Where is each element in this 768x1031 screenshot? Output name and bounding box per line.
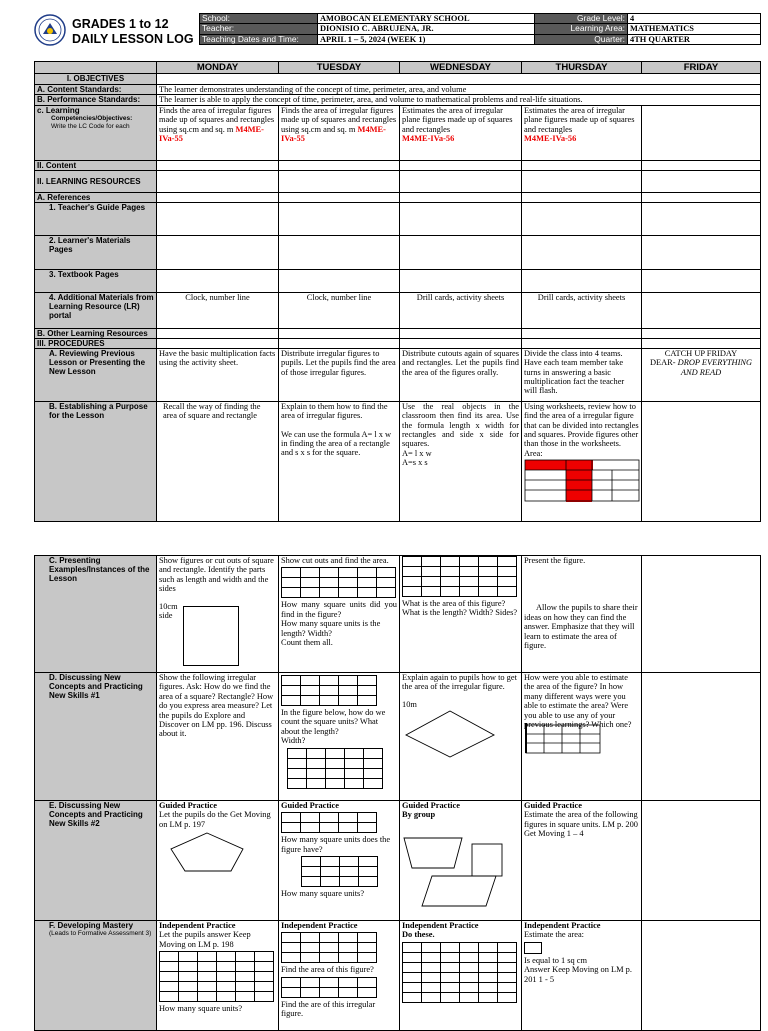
review-label: A. Reviewing Previous Lesson or Presenting the New Lesson	[35, 348, 157, 401]
additional-label: 4. Additional Materials from Learning Resource (LR) portal	[35, 292, 157, 328]
teacher-label: Teacher:	[200, 24, 318, 34]
header-info-table	[199, 13, 761, 45]
review-thursday: Divide the class into 4 teams. Have each team member take turns in answering a basic multiplication fact the teacher will flash.	[522, 348, 642, 401]
area-label: Learning Area:	[535, 24, 628, 34]
mastery-label: F. Developing Mastery	[49, 921, 134, 930]
materials-wednesday: Drill cards, activity sheets	[400, 292, 522, 328]
friday-drop: DROP EVERYTHING AND READ	[677, 358, 753, 377]
purpose-label: B. Establishing a Purpose for the Lesson	[35, 401, 157, 521]
pentagon-figure	[159, 829, 255, 875]
presenting-tue-text-2: How many square units did you find in the figure?	[281, 600, 397, 619]
resources-label: II. LEARNING RESOURCES	[35, 170, 157, 192]
references-label: A. References	[35, 192, 157, 202]
discussing1-tue-text-2: Width?	[281, 736, 306, 746]
red-area-figure	[524, 458, 640, 502]
friday-dear-label: DEAR-	[649, 358, 676, 368]
discussing2-monday	[157, 801, 279, 921]
discussing2-tue-grid-2	[301, 856, 378, 887]
deped-seal	[34, 14, 66, 46]
school-label: School:	[200, 14, 318, 24]
presenting-friday	[642, 556, 761, 673]
objectives-empty	[157, 74, 761, 85]
discussing2-tue-heading: Guided Practice	[281, 801, 339, 810]
presenting-wed-grid	[402, 556, 517, 597]
mastery-thu-text-3: Answer Keep Moving on LM p. 201 1 - 5	[524, 965, 632, 984]
purpose-mon-text: Recall the way of finding the area of square and rectangle	[163, 401, 261, 421]
mastery-thursday	[522, 921, 642, 1031]
discussing2-thursday	[522, 801, 642, 921]
purpose-thursday	[522, 401, 642, 521]
discussing2-wednesday	[400, 801, 522, 921]
mastery-wed-grid	[402, 942, 517, 1003]
discussing2-label: E. Discussing New Concepts and Practicing New Skills #2	[35, 801, 157, 921]
competency-wednesday	[400, 105, 522, 160]
materials-monday: Clock, number line	[157, 292, 279, 328]
header-title	[72, 17, 197, 46]
perf-std-value: The learner is able to apply the concept of time, perimeter, area, and volume to mathematical problems and real-life situations.	[157, 95, 761, 105]
mastery-mon-grid	[159, 951, 274, 1002]
purpose-wed-text-1: Use the real objects in the classroom then find its area. Use the formula length x width for rectangles and side x side for squares.	[402, 401, 519, 449]
mastery-monday	[157, 921, 279, 1031]
mastery-tue-text-2: Find the are of this irregular figure.	[281, 999, 376, 1019]
learning-label: c. Learning	[37, 105, 80, 115]
mastery-thu-text-1: Estimate the area:	[524, 930, 584, 940]
presenting-thu-text-2: Allow the pupils to share their ideas on how they can find the answer. Emphasize that they will learn to estimate the area of figure.	[524, 603, 638, 651]
tg-label: 1. Teacher's Guide Pages	[35, 202, 157, 235]
presenting-tuesday	[279, 556, 400, 673]
procedures-label: III. PROCEDURES	[35, 338, 157, 348]
presenting-wed-text-1: What is the area of this figure?	[402, 599, 506, 608]
quarter-value: 4TH QUARTER	[628, 34, 761, 44]
discussing2-thu-heading: Guided Practice	[524, 801, 582, 810]
day-thursday: THURSDAY	[522, 62, 642, 74]
discussing1-monday: Show the following irregular figures. Ask: How do we find the area of a square? Rectangle? How do you express area measure? Let the pupils do Explore and Discover on LM pp. 196. Discuss about it.	[157, 673, 279, 801]
competency-tue-text: Finds the area of irregular figures made up of squares and rectangles using sq.cm and sq. m	[281, 105, 397, 134]
content-std-label: A. Content Standards:	[35, 85, 157, 95]
lm-label: 2. Learner's Materials Pages	[35, 235, 157, 269]
presenting-wednesday	[400, 556, 522, 673]
mastery-mon-heading: Independent Practice	[159, 921, 236, 930]
mastery-sub-label: (Leads to Formative Assessment 3)	[49, 930, 152, 937]
mastery-mon-text-2: How many square units?	[159, 1004, 243, 1014]
group-shapes-figure	[402, 820, 516, 910]
area-value: MATHEMATICS	[628, 24, 761, 34]
discussing1-thu-text: How were you able to estimate the area of the figure? In how many different ways were you able to estimate the area? Were you able to use any of your previous learnings? Which one?	[524, 673, 632, 730]
discussing1-tue-grid-2	[287, 748, 383, 789]
competency-thu-code: M4ME-IVa-56	[524, 134, 577, 144]
purpose-thu-text-2: Area:	[524, 448, 543, 458]
discussing1-tuesday	[279, 673, 400, 801]
discussing1-friday	[642, 673, 761, 801]
presenting-mon-10cm: 10cm	[159, 601, 178, 611]
discussing2-wed-heading: Guided Practice	[402, 801, 460, 810]
day-wednesday: WEDNESDAY	[400, 62, 522, 74]
learning-label-cell	[35, 105, 157, 160]
discussing1-wed-10m: 10m	[402, 699, 417, 709]
dates-value: APRIL 1 – 5, 2024 (WEEK 1)	[318, 34, 535, 44]
mastery-friday	[642, 921, 761, 1031]
discussing1-wed-text-1: Explain again to pupils how to get the area of the irregular figure.	[402, 673, 517, 692]
teacher-value: DIONISIO C. ABRUJENA, JR.	[318, 24, 535, 34]
presenting-wed-text-2: What is the length? Width? Sides?	[402, 608, 518, 618]
content-label: II. Content	[35, 160, 157, 170]
presenting-tue-text-4: Count them all.	[281, 638, 333, 648]
competency-mon-code: M4ME-IVa-55	[159, 124, 264, 144]
lesson-log-table-2	[34, 555, 761, 1031]
competency-wed-text: Estimates the area of irregular plane figures made up of squares and rectangles	[402, 105, 513, 134]
presenting-mon-side: side	[159, 611, 173, 621]
competency-mon-text: Finds the area of irregular figures made up of squares and rectangles using sq.cm and sq. m	[159, 105, 275, 134]
title-line-2: DAILY LESSON LOG	[72, 31, 194, 46]
mastery-tue-grid-1	[281, 932, 377, 963]
presenting-mon-text-1: Show figures or cut outs of square and rectangle. Identify the parts such as length and width and the sides	[159, 556, 274, 594]
dates-label: Teaching Dates and Time:	[200, 34, 318, 44]
discussing2-tuesday	[279, 801, 400, 921]
competency-monday	[157, 105, 279, 160]
mastery-tue-heading: Independent Practice	[281, 921, 358, 930]
mastery-tuesday	[279, 921, 400, 1031]
learning-sub-1: Competencies/Objectives:	[51, 114, 133, 122]
purpose-tue-text-1: Explain to them how to find the area of irregular figures.	[281, 401, 388, 421]
competency-friday	[642, 105, 761, 160]
lesson-log-table-1	[34, 61, 761, 522]
presenting-monday	[157, 556, 279, 673]
competency-tue-code: M4ME-IVa-55	[281, 124, 386, 144]
review-monday: Have the basic multiplication facts using the activity sheet.	[157, 348, 279, 401]
perf-std-label: B. Performance Standards:	[35, 95, 157, 105]
purpose-monday	[157, 401, 279, 521]
purpose-tue-text-2: We can use the formula A= l x w in finding the area of a rectangle and s x s for the square.	[281, 429, 392, 458]
day-tuesday: TUESDAY	[279, 62, 400, 74]
discussing2-friday	[642, 801, 761, 921]
unit-square	[524, 942, 542, 954]
discussing2-mon-heading: Guided Practice	[159, 801, 217, 810]
discussing2-mon-text: Let the pupils do the Get Moving on LM p. 197	[159, 810, 271, 829]
mastery-tue-text-1: Find the area of this figure?	[281, 965, 374, 975]
discussing2-tue-grid-1	[281, 812, 377, 833]
presenting-thursday	[522, 556, 642, 673]
presenting-tue-text-3: How many square units is the length? Width?	[281, 619, 381, 638]
corner-cell	[35, 62, 157, 74]
discussing2-wed-text: By group	[402, 810, 436, 820]
mastery-label-cell	[35, 921, 157, 1031]
discussing1-tue-grid-1	[281, 675, 377, 706]
presenting-tue-text-1: Show cut outs and find the area.	[281, 556, 389, 565]
competency-tuesday	[279, 105, 400, 160]
mastery-wed-heading: Independent Practice	[402, 921, 479, 930]
purpose-tuesday	[279, 401, 400, 521]
discussing2-tue-text-1: How many square units does the figure have?	[281, 835, 391, 854]
discussing2-thu-text: Estimate the area of the following figures in square units. LM p. 200 Get Moving 1 – 4	[524, 810, 638, 839]
learning-sub-2: Write the LC Code for each	[51, 122, 130, 130]
objectives-label: I. OBJECTIVES	[35, 74, 157, 85]
mastery-thu-heading: Independent Practice	[524, 921, 601, 930]
mastery-wed-text: Do these.	[402, 930, 435, 940]
purpose-wednesday	[400, 401, 522, 521]
presenting-thu-text-1: Present the figure.	[524, 556, 586, 565]
discussing1-wednesday	[400, 673, 522, 801]
materials-tuesday: Clock, number line	[279, 292, 400, 328]
competency-thursday	[522, 105, 642, 160]
competency-thu-text: Estimates the area of irregular plane figures made up of squares and rectangles	[524, 105, 635, 134]
purpose-friday	[642, 401, 761, 521]
square-figure	[183, 606, 239, 666]
grade-label: Grade Level:	[535, 14, 628, 24]
school-value: AMOBOCAN ELEMENTARY SCHOOL	[318, 14, 535, 24]
title-line-1: GRADES 1 to 12	[72, 17, 169, 31]
textbook-label: 3. Textbook Pages	[35, 269, 157, 292]
day-friday: FRIDAY	[642, 62, 761, 74]
discussing1-label: D. Discussing New Concepts and Practicing New Skills #1	[35, 673, 157, 801]
grade-value: 4	[628, 14, 761, 24]
mastery-wednesday	[400, 921, 522, 1031]
presenting-label: C. Presenting Examples/Instances of the Lesson	[35, 556, 157, 673]
purpose-wed-text-3: A=s x s	[402, 458, 428, 468]
purpose-thu-text-1: Using worksheets, review how to find the area of a irregular figure that can be divided into rectangles and squares. Provide figures other than those in the worksheets.	[524, 401, 639, 449]
content-std-value: The learner demonstrates understanding of the concept of time, perimeter, area, and volume	[157, 85, 761, 95]
diamond-figure	[402, 709, 498, 759]
competency-wed-code: M4ME-IVa-56	[402, 134, 455, 144]
presenting-tue-grid	[281, 567, 396, 598]
friday-dear	[644, 358, 758, 377]
day-monday: MONDAY	[157, 62, 279, 74]
other-label: B. Other Learning Resources	[35, 328, 157, 338]
review-tuesday: Distribute irregular figures to pupils. Let the pupils find the area of those irregular figures.	[279, 348, 400, 401]
materials-thursday: Drill cards, activity sheets	[522, 292, 642, 328]
quarter-label: Quarter:	[535, 34, 628, 44]
discussing2-tue-text-2: How many square units?	[281, 889, 365, 899]
mastery-tue-grid-2	[281, 977, 377, 998]
mastery-thu-text-2: Is equal to 1 sq cm	[524, 955, 588, 965]
discussing1-tue-text-1: In the figure below, how do we count the square units? What about the length?	[281, 708, 386, 736]
review-friday	[642, 348, 761, 401]
purpose-wed-text-2: A= l x w	[402, 448, 432, 458]
review-wednesday: Distribute cutouts again of squares and rectangles. Let the pupils find the area of the figures orally.	[400, 348, 522, 401]
mastery-mon-text-1: Let the pupils answer Keep Moving on LM p. 198	[159, 930, 251, 949]
friday-catch-up: CATCH UP FRIDAY	[664, 348, 738, 358]
discussing1-thursday	[522, 673, 642, 801]
